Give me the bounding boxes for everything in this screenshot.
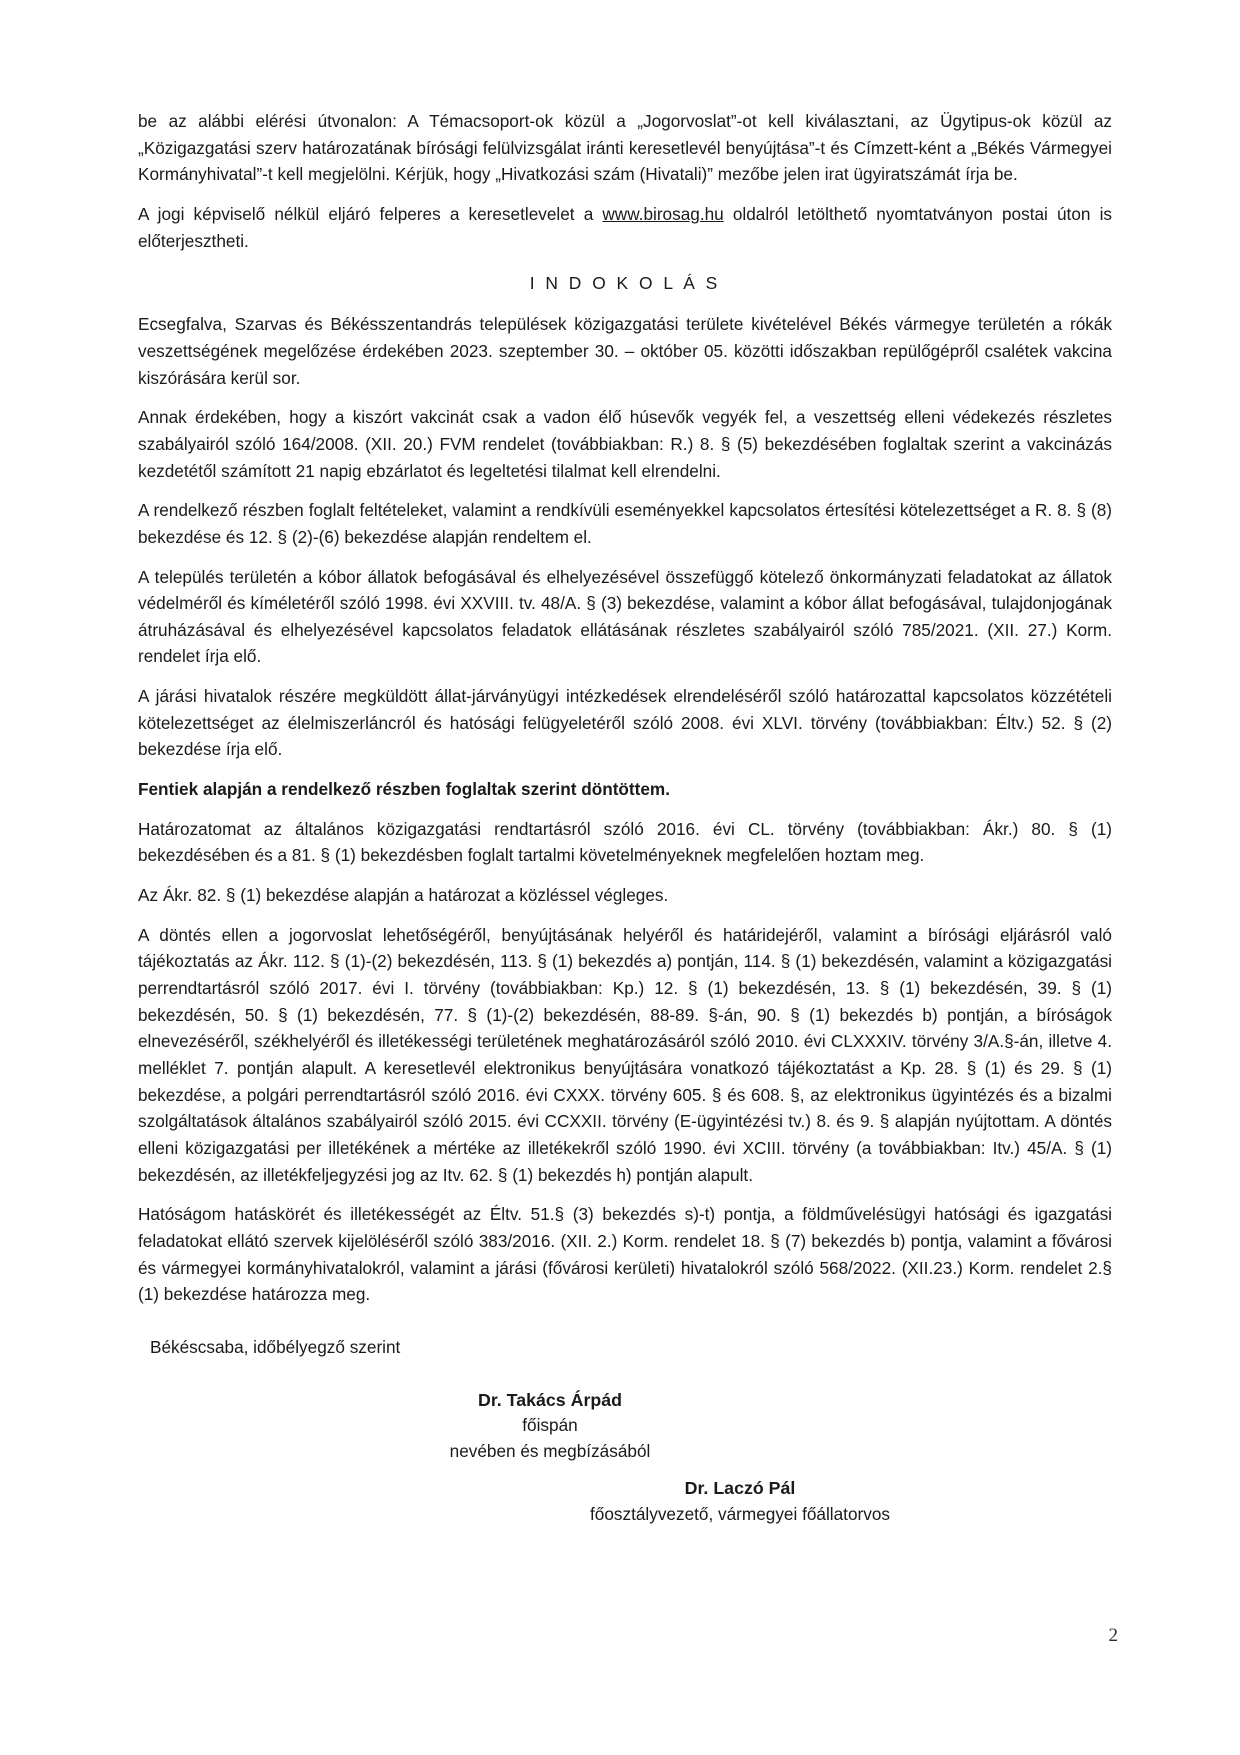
signature-primary-title: főispán [522, 1415, 578, 1436]
legal-rep-text-before: A jogi képviselő nélkül eljáró felperes a keresetlevelet a [138, 203, 603, 224]
paragraph-access-path: be az alábbi elérési útvonalon: A Témacsoport-ok közül a „Jogorvoslat”-ot kell kiválasztani, az Ügytipus-ok közül az „Közigazgatási szerv határozatának bírósági felülvizsgálat iránti keresetlevél benyújtása”-t és Címzett-ként a „Békés Vármegyei Kormányhivatal”-t kell megjelölni. Kérjük, hogy „Hivatkozási szám (Hivatali)” mezőbe jelen irat ügyiratszámát írja be. [138, 111, 1112, 185]
paragraph-reasoning-4: A település területén a kóbor állatok befogásával és elhelyezésével összefüggő kötelező önkormányzati feladatokat az állatok védelméről és kíméletéről szóló 1998. évi XXVIII. tv. 48/A. § (3) bekezdése, valamint a kóbor állat befogásával, tulajdonjogának átruházásával és elhelyezésével kapcsolatos feladatok ellátásának részletes szabályairól szóló 785/2021. (XII. 27.) Korm. rendelet írja elő. [138, 566, 1112, 667]
legal-rep-text-after: oldalról letölthető nyomtatványon postai úton is előterjesztheti. [138, 203, 1112, 251]
document-body [138, 108, 1112, 1527]
paragraph-closing-2: Az Ákr. 82. § (1) bekezdése alapján a határozat a közléssel végleges. [138, 885, 669, 906]
paragraph-reasoning-2: Annak érdekében, hogy a kiszórt vakcinát csak a vadon élő húsevők vegyék fel, a veszettség elleni védekezés részletes szabályairól szóló 164/2008. (XII. 20.) FVM rendelet (továbbiakban: R.) 8. § (5) bekezdésében foglaltak szerint a vakcinázás kezdetétől számított 21 napig ebzárlatot és legeltetési tilalmat kell elrendelni. [138, 407, 1112, 481]
signature-secondary-name: Dr. Laczó Pál [684, 1477, 796, 1498]
paragraph-legal-representation [138, 201, 1112, 254]
signature-primary-name: Dr. Takács Árpád [478, 1389, 622, 1410]
paragraph-closing-3: A döntés ellen a jogorvoslat lehetőségéről, benyújtásának helyéről és határidejéről, valamint a bírósági eljárásról való tájékoztatás az Ákr. 112. § (1)-(2) bekezdésén, 113. § (1) bekezdés a) pontján, 114. § (1) bekezdésén, valamint a közigazgatási perrendtartásról szóló 2017. évi I. törvény (továbbiakban: Kp.) 12. § (1) bekezdésén, 13. § (1) bekezdésén, 39. § (1) bekezdésén, 50. § (1) bekezdésén, 77. § (1)-(2) bekezdésén, 88-89. §-án, 90. § (1) bekezdés b) pontján, a bíróságok elnevezéséről, székhelyéről és illetékességi területének meghatározásáról szóló 2010. évi CLXXXIV. törvény 3/A.§-án, illetve 4. melléklet 7. pontján alapult. A keresetlevél elektronikus benyújtására vonatkozó tájékoztatást a Kp. 28. § (1) és 29. § (1) bekezdése, a polgári perrendtartásról szóló 2016. évi CXXX. törvény 605. § és 608. §, az elektronikus ügyintézés és a bizalmi szolgáltatások általános szabályairól szóló 2015. évi CCXXII. törvény (E-ügyintézési tv.) 8. és 9. § alapján nyújtottam. A döntés elleni közigazgatási per illetékének a mértéke az illetékekről szóló 1990. évi XCIII. törvény (a továbbiakban: Itv.) 45/A. § (1) bekezdésén, az illetékfeljegyzési jog az Itv. 62. § (1) bekezdés h) pontján alapult. [138, 924, 1112, 1185]
section-heading-indokolas: I N D O K O L Á S [529, 273, 721, 294]
signature-primary-on-behalf: nevében és megbízásából [449, 1441, 651, 1462]
birosag-link[interactable]: www.birosag.hu [602, 203, 724, 224]
paragraph-reasoning-5: A járási hivatalok részére megküldött állat-járványügyi intézkedések elrendeléséről szóló határozattal kapcsolatos közzétételi kötelezettséget az élelmiszerláncról és hatósági felügyeletéről szóló 2008. évi XLVI. törvény (továbbiakban: Éltv.) 52. § (2) bekezdése írja elő. [138, 686, 1112, 760]
paragraph-decision-statement: Fentiek alapján a rendelkező részben foglaltak szerint döntöttem. [138, 779, 670, 800]
place-and-date: Békéscsaba, időbélyegző szerint [150, 1336, 401, 1357]
signature-primary [138, 1387, 962, 1465]
signature-block [138, 1334, 1112, 1527]
paragraph-closing-4: Hatóságom hatáskörét és illetékességét az Éltv. 51.§ (3) bekezdés s)-t) pontja, a földművelésügyi hatósági és igazgatási feladatokat ellátó szervek kijelöléséről szóló 383/2016. (XII. 2.) Korm. rendelet 18. § (7) bekezdés b) pontja, valamint a fővárosi és vármegyei kormányhivatalokról, valamint a járási (fővárosi kerületi) hivatalokról szóló 568/2022. (XII.23.) Korm. rendelet 2.§ (1) bekezdése határozza meg. [138, 1204, 1112, 1305]
paragraph-reasoning-1: Ecsegfalva, Szarvas és Békésszentandrás települések közigazgatási területe kivételével Békés vármegye területén a rókák veszettségének megelőzése érdekében 2023. szeptember 30. – október 05. közötti időszakban repülőgépről csalétek vakcina kiszórására kerül sor. [138, 314, 1112, 388]
paragraph-reasoning-3: A rendelkező részben foglalt feltételeket, valamint a rendkívüli eseményekkel kapcsolatos értesítési kötelezettséget a R. 8. § (8) bekezdése és 12. § (2)-(6) bekezdése alapján rendeltem el. [138, 500, 1112, 547]
paragraph-closing-1: Határozatomat az általános közigazgatási rendtartásról szóló 2016. évi CL. törvény (továbbiakban: Ákr.) 80. § (1) bekezdésében és a 81. § (1) bekezdésben foglalt tartalmi követelményeknek megfelelően hoztam meg. [138, 818, 1112, 866]
signature-secondary [368, 1475, 1112, 1527]
page-number: 2 [1108, 1625, 1118, 1646]
signature-secondary-title: főosztályvezető, vármegyei főállatorvos [590, 1503, 890, 1524]
